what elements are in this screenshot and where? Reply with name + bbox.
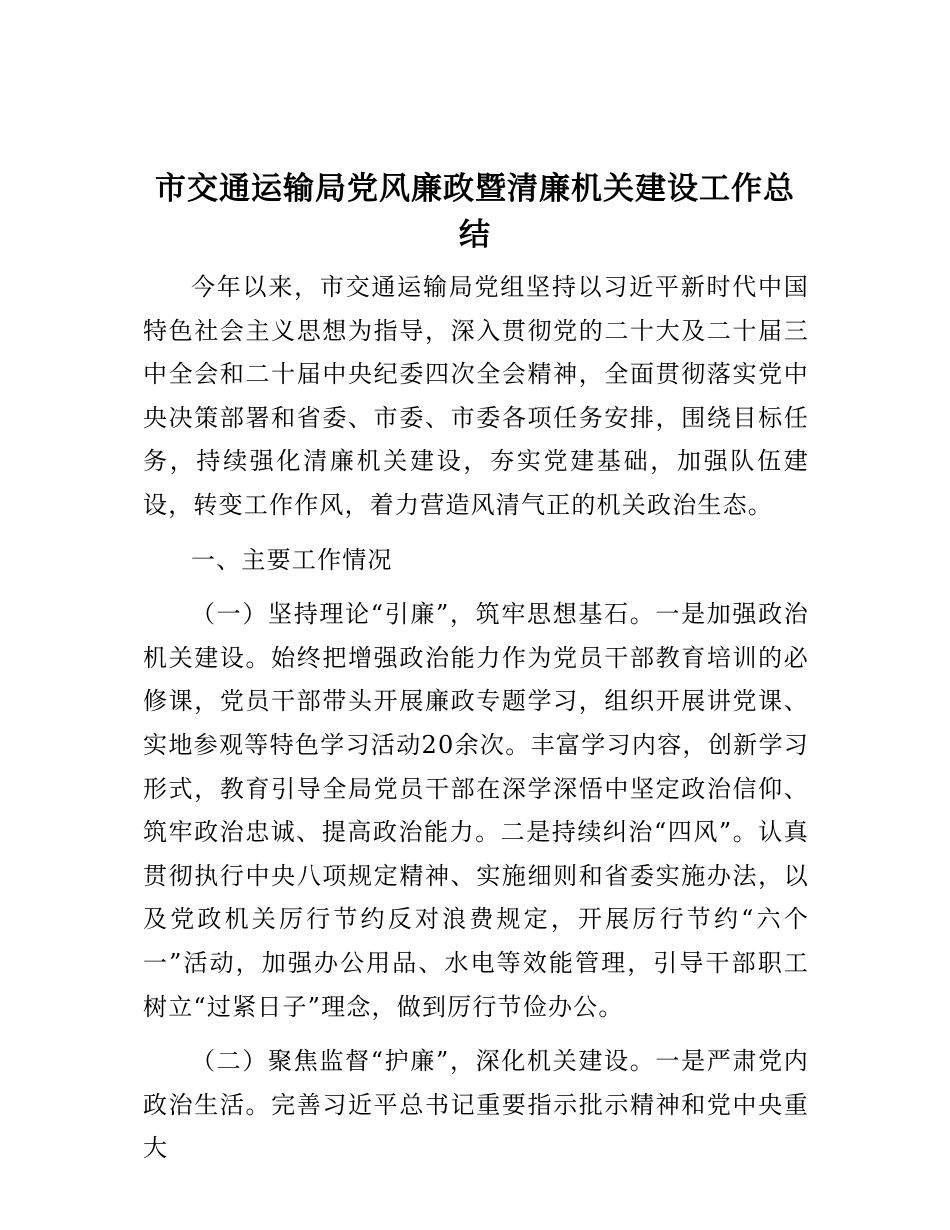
intro-paragraph: 今年以来，市交通运输局党组坚持以习近平新时代中国特色社会主义思想为指导，深入贯彻党的二十大及二十届三中全会和二十届中央纪委四次全会精神，全面贯彻落实党中央决策部署和省委、市委、市委各项任务安排，围绕目标任务，持续强化清廉机关建设，夯实党建基础，加强队伍建设，转变工作作风，着力营造风清气正的机关政治生态。 (143, 273, 809, 519)
document-title: 市交通运输局党风廉政暨清廉机关建设工作总结 (155, 171, 795, 253)
paragraph-supervision: （二）聚焦监督“护廉”，深化机关建设。一是严肃党内政治生活。完善习近平总书记重要指示批示精神和党中央重大 (143, 1047, 809, 1163)
paragraph-theory: （一）坚持理论“引廉”，筑牢思想基石。一是加强政治机关建设。始终把增强政治能力作为党员干部教育培训的必修课，党员干部带头开展廉政专题学习，组织开展讲党课、实地参观等特色学习活动20余次。丰富学习内容，创新学习形式，教育引导全局党员干部在深学深悟中坚定政治信仰、筑牢政治忠诚、提高政治能力。二是持续纠治“四风”。认真贯彻执行中央八项规定精神、实施细则和省委实施办法，以及党政机关厉行节约反对浪费规定，开展厉行节约“六个一”活动，加强办公用品、水电等效能管理，引导干部职工树立“过紧日子”理念，做到厉行节俭办公。 (143, 600, 809, 1021)
section-heading: 一、主要工作情况 (191, 545, 393, 574)
document-body (143, 266, 809, 1182)
